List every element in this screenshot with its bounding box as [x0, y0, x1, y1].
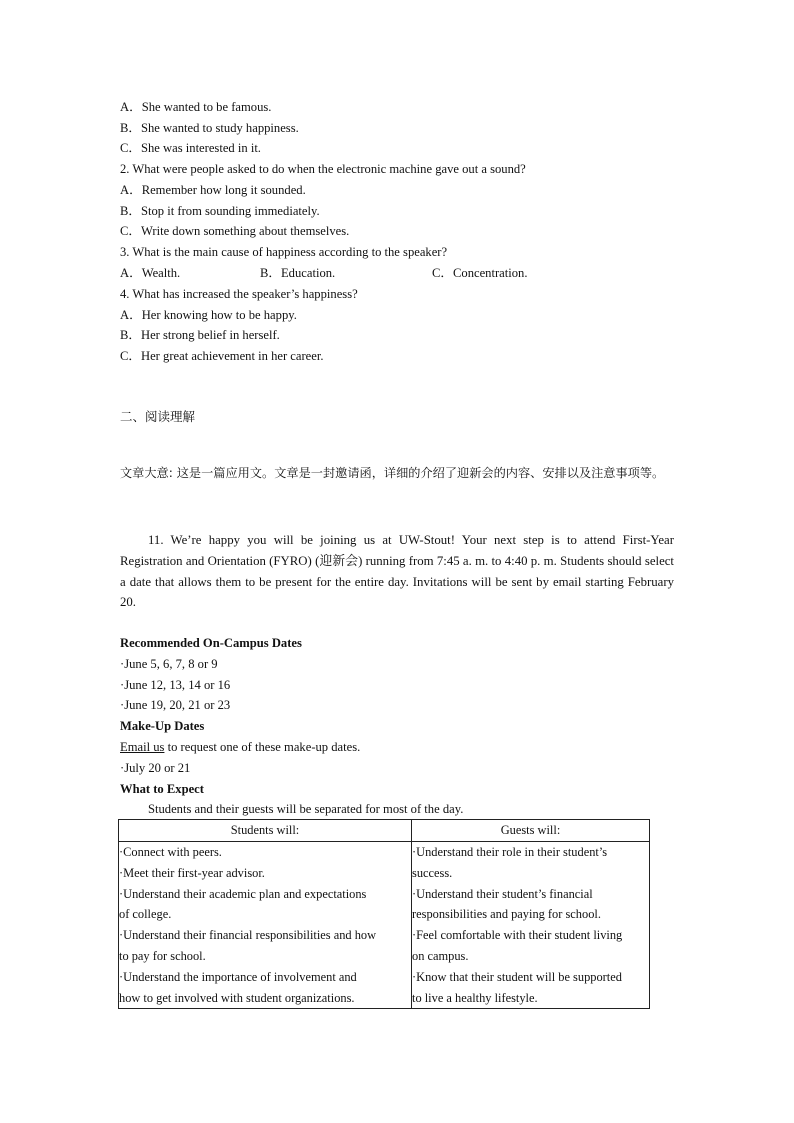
guests-cell: [412, 842, 650, 1009]
q3-options: [120, 263, 528, 284]
guests-item: ·Understand their student’s financial: [412, 886, 593, 901]
guests-item: responsibilities and paying for school.: [412, 907, 601, 922]
makeup-request-text: to request one of these make-up dates.: [164, 740, 361, 754]
q2-question: 2. What were people asked to do when the electronic machine gave out a sound?: [120, 162, 526, 176]
recommended-date: ·June 5, 6, 7, 8 or 9: [120, 657, 218, 671]
recommended-date: ·June 19, 20, 21 or 23: [120, 698, 231, 712]
email-us-link[interactable]: Email us: [120, 740, 165, 754]
q4-option-c: C．Her great achievement in her career.: [120, 349, 324, 363]
q3-option-a: A．Wealth.: [120, 266, 181, 280]
q2-option-a: A．Remember how long it sounded.: [120, 183, 306, 197]
guests-header: Guests will:: [412, 820, 650, 842]
students-item: how to get involved with student organizations.: [119, 990, 355, 1005]
q4-option-b: B．Her strong belief in herself.: [120, 328, 280, 342]
students-item: to pay for school.: [119, 948, 206, 963]
recommended-heading: Recommended On-Campus Dates: [120, 636, 302, 650]
recommended-date: ·June 12, 13, 14 or 16: [120, 678, 231, 692]
section-title: 二、阅读理解: [120, 409, 196, 424]
makeup-heading: Make-Up Dates: [120, 719, 205, 733]
q3-option-b: B．Education.: [260, 266, 336, 280]
guests-item: to live a healthy lifestyle.: [412, 990, 538, 1005]
q2-option-b: B．Stop it from sounding immediately.: [120, 204, 320, 218]
students-header: Students will:: [119, 820, 412, 842]
q1-option-b: B．She wanted to study happiness.: [120, 121, 299, 135]
q2-option-c: C．Write down something about themselves.: [120, 224, 350, 238]
q3-option-c: C．Concentration.: [432, 266, 528, 280]
students-item: ·Understand their financial responsibilities and how: [119, 928, 377, 943]
q1-option-a: A．She wanted to be famous.: [120, 100, 272, 114]
guests-item: ·Understand their role in their student’s: [412, 845, 608, 859]
students-item: ·Understand their academic plan and expectations: [119, 886, 367, 901]
students-item: ·Meet their first-year advisor.: [119, 865, 265, 880]
q3-question: 3. What is the main cause of happiness according to the speaker?: [120, 245, 448, 259]
guests-item: on campus.: [412, 948, 469, 963]
q1-option-c: C．She was interested in it.: [120, 141, 261, 155]
guests-item: success.: [412, 865, 453, 880]
makeup-request-line: [120, 737, 360, 758]
students-item: ·Connect with peers.: [119, 845, 222, 859]
expect-heading: What to Expect: [120, 782, 204, 796]
expect-intro: Students and their guests will be separated for most of the day.: [148, 802, 464, 816]
q4-option-a: A．Her knowing how to be happy.: [120, 308, 297, 322]
article-summary: 文章大意: 这是一篇应用文。文章是一封邀请函，详细的介绍了迎新会的内容、安排以及注意事项等。: [120, 466, 665, 480]
students-item: of college.: [119, 907, 172, 922]
students-item: ·Understand the importance of involvement and: [119, 969, 357, 984]
passage-paragraph: 11. We’re happy you will be joining us at UW-Stout! Your next step is to attend First-Year Registration and Orientation (FYRO) (迎新会) running from 7:45 a. m. to 4:40 p. m. Students should select a date that allows them to be present for the entire day. Invitations will be sent by email starting February 20.: [120, 533, 674, 610]
guests-item: ·Feel comfortable with their student living: [412, 928, 623, 943]
students-cell: [119, 842, 412, 1009]
makeup-date: ·July 20 or 21: [120, 761, 191, 775]
guests-item: ·Know that their student will be supported: [412, 969, 622, 984]
expectations-table: [118, 819, 650, 1009]
q4-question: 4. What has increased the speaker’s happiness?: [120, 287, 358, 301]
